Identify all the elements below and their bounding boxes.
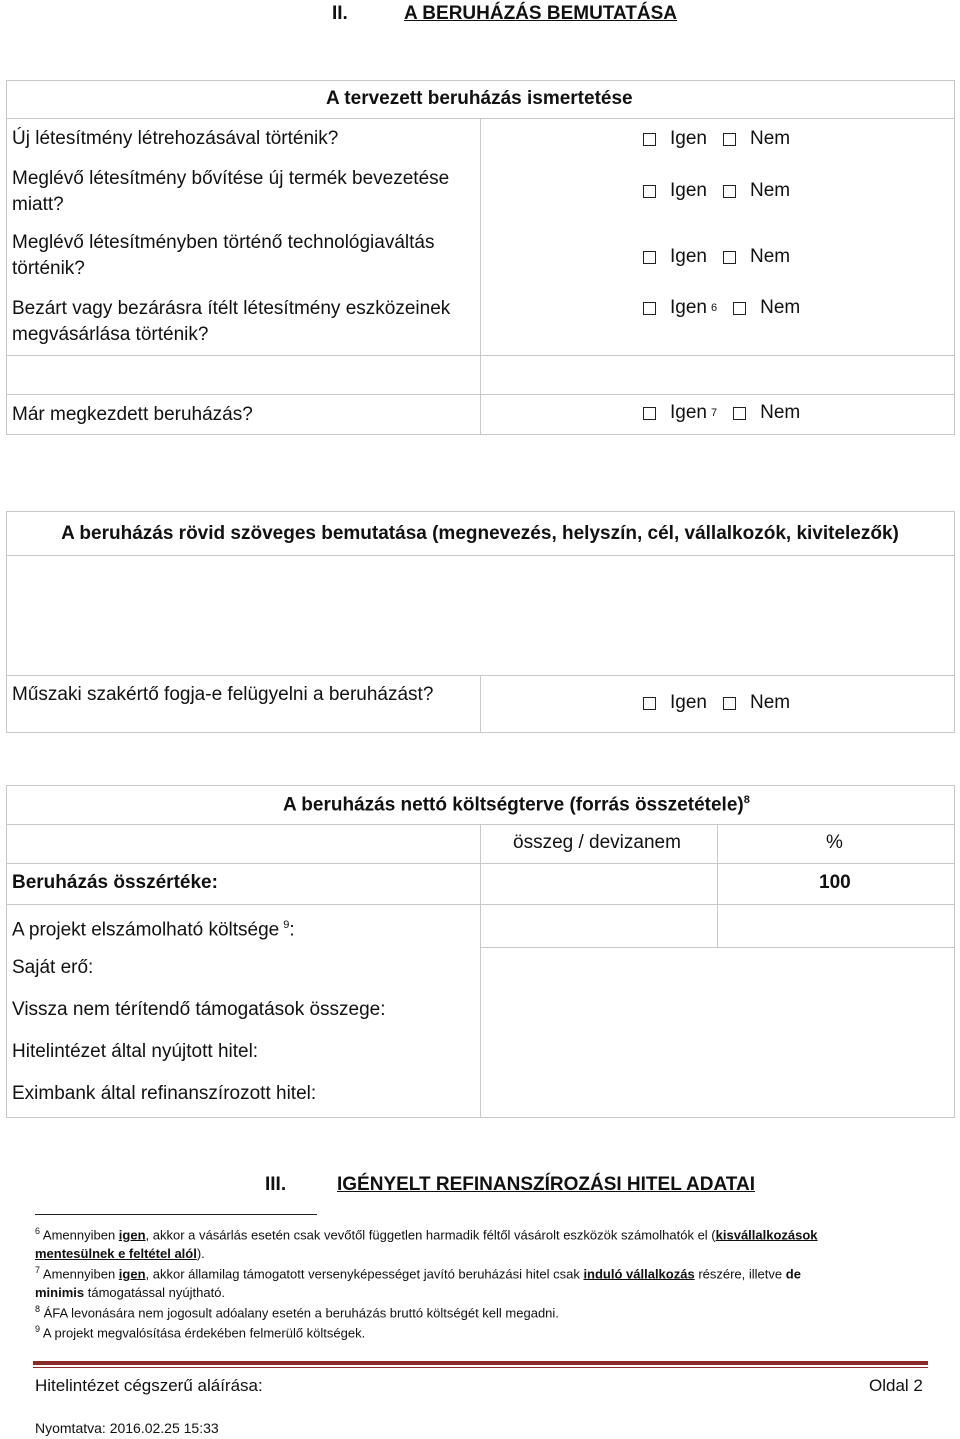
no-label: Nem xyxy=(760,297,801,318)
footnote-7-text: részére, illetve xyxy=(694,1266,786,1282)
table3-header xyxy=(283,794,750,816)
no-label: Nem xyxy=(749,692,791,713)
footnote-8-number: 8 xyxy=(35,1304,41,1314)
footnote-7-text: Amennyiben xyxy=(40,1266,119,1282)
no-label: Nem xyxy=(749,180,791,201)
footnote-6-number: 6 xyxy=(35,1226,41,1236)
footnote-ref-7: 7 xyxy=(710,407,718,419)
no-label: Nem xyxy=(760,402,801,423)
footnote-7-number: 7 xyxy=(35,1265,41,1275)
question-technology-change: Meglévő létesítményben történő technológiaváltás történik? xyxy=(12,232,435,279)
total-label: Beruházás összértéke: xyxy=(12,872,218,893)
no-label: Nem xyxy=(749,246,791,267)
yes-no-expansion xyxy=(643,180,790,202)
footnote-ref-6: 6 xyxy=(710,302,718,314)
no-checkbox[interactable] xyxy=(733,407,746,420)
footnote-7-emph: igen xyxy=(118,1266,146,1282)
column-amount-currency: összeg / devizanem xyxy=(513,832,681,853)
footnote-6-emph: igen xyxy=(118,1227,146,1243)
row-own-funds: Saját erő: xyxy=(12,957,94,978)
yes-label: Igen xyxy=(670,246,707,267)
footnote-7-text: , akkor államilag támogatott versenyképességet javító beruházási hitel csak xyxy=(145,1266,584,1282)
footnote-9-text: A projekt megvalósítása érdekében felmerülő költségek. xyxy=(40,1325,366,1341)
footer-rule-thin xyxy=(33,1367,928,1368)
yes-label: Igen xyxy=(670,180,707,201)
footnote-ref-9: 9 xyxy=(283,919,290,931)
yes-checkbox[interactable] xyxy=(643,251,656,264)
signature-label: Hitelintézet cégszerű aláírása: xyxy=(35,1376,263,1395)
yes-label: Igen xyxy=(670,297,707,318)
yes-label: Igen xyxy=(670,128,707,149)
table2-header: A beruházás rövid szöveges bemutatása (megnevezés, helyszín, cél, vállalkozók, kivitelezők) xyxy=(61,523,899,544)
no-checkbox[interactable] xyxy=(723,251,736,264)
footnote-7-text: támogatással nyújtható. xyxy=(84,1285,226,1301)
yes-label: Igen xyxy=(670,402,707,423)
no-checkbox[interactable] xyxy=(723,185,736,198)
yes-label: Igen xyxy=(670,692,707,713)
row-grants: Vissza nem térítendő támogatások összege: xyxy=(12,999,386,1020)
no-checkbox[interactable] xyxy=(733,302,746,315)
question-expansion: Meglévő létesítmény bővítése új termék bevezetése miatt? xyxy=(12,168,450,215)
yes-checkbox[interactable] xyxy=(643,133,656,146)
row-eligible-cost-label: A projekt elszámolható költsége xyxy=(12,919,280,941)
section3-number: III. xyxy=(265,1174,287,1195)
footnote-7 xyxy=(35,1261,915,1302)
yes-no-already-started xyxy=(643,402,800,424)
footnote-ref-8: 8 xyxy=(743,794,750,806)
footnote-9-number: 9 xyxy=(35,1324,41,1334)
no-checkbox[interactable] xyxy=(723,133,736,146)
row-eximbank-loan: Eximbank által refinanszírozott hitel: xyxy=(12,1083,317,1104)
footnote-6-text: Amennyiben xyxy=(40,1227,119,1243)
yes-checkbox[interactable] xyxy=(643,697,656,710)
print-timestamp: Nyomtatva: 2016.02.25 15:33 xyxy=(35,1420,219,1436)
yes-no-technology-change xyxy=(643,246,790,268)
table3-header-text: A beruházás nettó költségterve (forrás összetétele) xyxy=(283,794,744,816)
eligible-cost-amount-field[interactable] xyxy=(480,904,718,948)
question-new-facility: Új létesítmény létrehozásával történik? xyxy=(12,128,339,149)
question-technical-expert: Műszaki szakértő fogja-e felügyelni a beruházást? xyxy=(12,684,434,705)
total-amount-field[interactable] xyxy=(480,863,718,905)
yes-no-technical-expert xyxy=(643,692,790,714)
page-number: Oldal 2 xyxy=(869,1376,923,1395)
footnote-9 xyxy=(35,1320,915,1342)
description-textarea[interactable] xyxy=(6,555,955,676)
table1-header: A tervezett beruházás ismertetése xyxy=(326,88,633,109)
yes-no-new-facility xyxy=(643,128,790,150)
total-percent: 100 xyxy=(819,872,851,893)
footnote-7-emph: minimis xyxy=(35,1285,85,1301)
question-closed-facility: Bezárt vagy bezárásra ítélt létesítmény eszközeinek megvásárlása történik? xyxy=(12,298,451,345)
section-number: II. xyxy=(332,3,348,24)
footnote-separator xyxy=(35,1214,317,1215)
yes-checkbox[interactable] xyxy=(643,407,656,420)
question-already-started: Már megkezdett beruházás? xyxy=(12,404,253,425)
section-title: A BERUHÁZÁS BEMUTATÁSA xyxy=(404,3,678,24)
footnote-8 xyxy=(35,1300,915,1322)
footer-rule xyxy=(33,1361,928,1365)
footnote-8-text: ÁFA levonására nem jogosult adóalany esetén a beruházás bruttó költségét kell megadni. xyxy=(40,1305,559,1321)
section3-title: IGÉNYELT REFINANSZÍROZÁSI HITEL ADATAI xyxy=(337,1174,755,1195)
row-eligible-cost xyxy=(12,912,295,943)
footnote-6-text: , akkor a vásárlás esetén csak vevőtől független harmadik féltől vásárolt eszközök számolhatók el ( xyxy=(145,1227,716,1243)
footnote-6-emph: mentesülnek e feltétel alól xyxy=(35,1246,197,1262)
footnote-7-emph: induló vállalkozás xyxy=(583,1266,695,1282)
row-bank-loan: Hitelintézet által nyújtott hitel: xyxy=(12,1041,259,1062)
footnote-6 xyxy=(35,1222,915,1263)
footnote-6-text: ). xyxy=(196,1246,205,1262)
column-percent: % xyxy=(826,832,843,853)
yes-no-closed-facility xyxy=(643,297,800,319)
yes-checkbox[interactable] xyxy=(643,185,656,198)
no-label: Nem xyxy=(749,128,791,149)
footnote-6-emph: kisvállalkozások xyxy=(715,1227,818,1243)
yes-checkbox[interactable] xyxy=(643,302,656,315)
no-checkbox[interactable] xyxy=(723,697,736,710)
row-eligible-cost-colon: : xyxy=(289,919,295,941)
footnote-7-emph: de xyxy=(785,1266,801,1282)
